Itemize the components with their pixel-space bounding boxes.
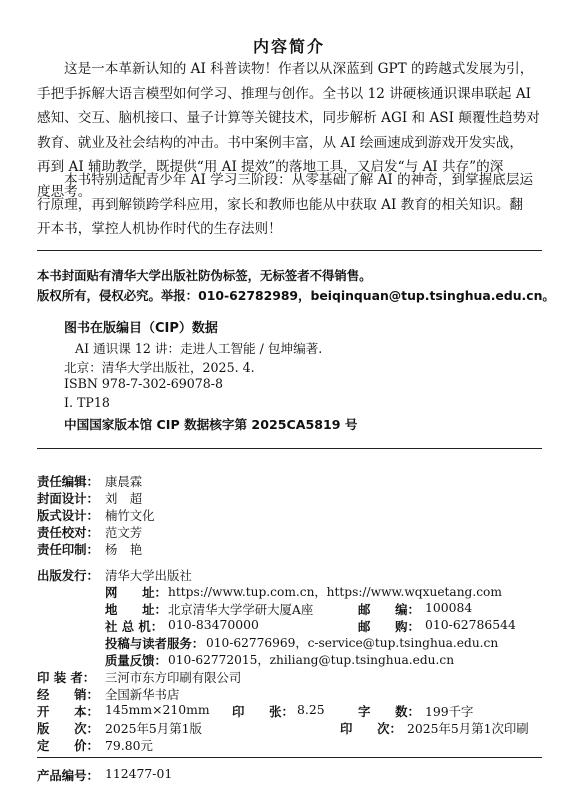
intro-line: 感知、交互、脑机接口、量子计算等关键技术，同步解析 AGI 和 ASI 颠覆性趋势对 — [37, 110, 540, 126]
publisher-label: 出版发行： — [37, 568, 99, 583]
intro-line: 开本书，掌控人机协作时代的生存法则！ — [37, 221, 282, 237]
contribution-label: 投稿与读者服务： — [105, 636, 205, 651]
word-count-label: 字 数： — [358, 704, 420, 719]
staff-label: 责任校对： — [37, 525, 99, 540]
staff-label: 责任编辑： — [37, 474, 99, 489]
cip-heading: 图书在版编目（CIP）数据 — [64, 321, 218, 336]
price-label: 定 价： — [37, 738, 99, 753]
switchboard-label: 社 总 机： — [105, 619, 164, 634]
staff-label: 封面设计： — [37, 491, 99, 506]
page-title: 内容简介 — [252, 37, 325, 56]
price-value: 79.80元 — [105, 738, 153, 753]
cip-line: Ⅰ. TP18 — [64, 395, 110, 410]
anti-counterfeit-notice: 本书封面贴有清华大学出版社防伪标签，无标签者不得销售。 — [37, 268, 372, 283]
impression-label: 印 次： — [340, 721, 402, 736]
address-label: 地 址： — [105, 602, 167, 617]
cip-line: 北京：清华大学出版社，2025. 4. — [64, 360, 255, 375]
quality-feedback-label: 质量反馈： — [105, 653, 167, 668]
product-code-label: 产品编号： — [37, 768, 99, 783]
intro-line: 本书特别适配青少年 AI 学习三阶段：从零基础了解 AI 的神奇，到掌握底层运 — [64, 172, 534, 188]
distributor-value: 全国新华书店 — [105, 687, 180, 702]
edition-value: 2025年5月第1版 — [105, 721, 202, 736]
switchboard-value: 010-83470000 — [168, 617, 259, 632]
cip-line: AI 通识课 12 讲：走进人工智能 / 包坤编著. — [75, 341, 323, 356]
website-label: 网 址： — [105, 585, 167, 600]
intro-line: 行原理，再到解锁跨学科应用，家长和教师也能从中获取 AI 教育的相关知识。翻 — [37, 196, 524, 213]
divider — [37, 250, 542, 251]
cip-line: ISBN 978-7-302-69078-8 — [64, 376, 224, 391]
copyright-notice: 版权所有，侵权必究。举报：010-62782989，beiqinquan@tup.tsinghua.edu.cn。 — [37, 288, 555, 303]
website-value: https://www.tup.com.cn，https://www.wqxuetang.com — [168, 585, 502, 599]
distributor-label: 经 销： — [37, 687, 99, 702]
impression-value: 2025年5月第1次印刷 — [407, 721, 529, 736]
intro-line: 教育、就业及社会结构的冲击。书中案例丰富，从 AI 绘画速成到游戏开发实战， — [37, 134, 524, 151]
divider — [37, 448, 542, 449]
zip-label: 邮 编： — [358, 602, 420, 617]
staff-value: 杨 艳 — [105, 542, 143, 557]
staff-value: 刘 超 — [105, 491, 143, 506]
contribution-value: 010-62776969，c-service@tup.tsinghua.edu.cn — [206, 636, 499, 650]
product-code-value: 112477-01 — [105, 766, 173, 781]
staff-label: 责任印制： — [37, 542, 99, 557]
address-value: 北京清华大学学研大厦A座 — [168, 602, 314, 617]
publisher-name: 清华大学出版社 — [105, 568, 192, 583]
staff-value: 楠竹文化 — [105, 508, 155, 523]
quality-feedback-value: 010-62772015，zhiliang@tup.tsinghua.edu.cn — [168, 653, 455, 667]
sheets-value: 8.25 — [297, 702, 325, 717]
intro-line: 度思考。 — [37, 183, 92, 200]
word-count-value: 199千字 — [425, 704, 474, 719]
staff-value: 范文芳 — [105, 525, 143, 540]
format-value: 145mm×210mm — [105, 702, 210, 717]
staff-value: 康晨霖 — [105, 474, 143, 489]
staff-label: 版式设计： — [37, 508, 99, 523]
intro-line: 再到 AI 辅助教学，既提供“用 AI 提效”的落地工具，又启发“与 AI 共存”的深 — [37, 159, 504, 175]
cip-line: 中国国家版本馆 CIP 数据核字第 2025CA5819 号 — [64, 417, 358, 432]
intro-paragraph-2 — [37, 168, 542, 242]
intro-line: 这是一本革新认知的 AI 科普读物！作者以从深蓝到 GPT 的跨越式发展为引， — [64, 61, 534, 77]
edition-label: 版 次： — [37, 721, 99, 736]
mail-order-label: 邮 购： — [358, 619, 420, 634]
divider — [37, 757, 542, 758]
sheets-label: 印 张： — [232, 704, 294, 719]
printer-value: 三河市东方印刷有限公司 — [105, 670, 242, 685]
mail-order-value: 010-62786544 — [425, 617, 516, 632]
zip-value: 100084 — [425, 600, 473, 615]
format-label: 开 本： — [37, 704, 99, 719]
printer-label: 印 装 者： — [37, 670, 96, 685]
intro-line: 手把手拆解大语言模型如何学习、推理与创作。全书以 12 讲硬核通识课串联起 AI — [37, 85, 532, 102]
